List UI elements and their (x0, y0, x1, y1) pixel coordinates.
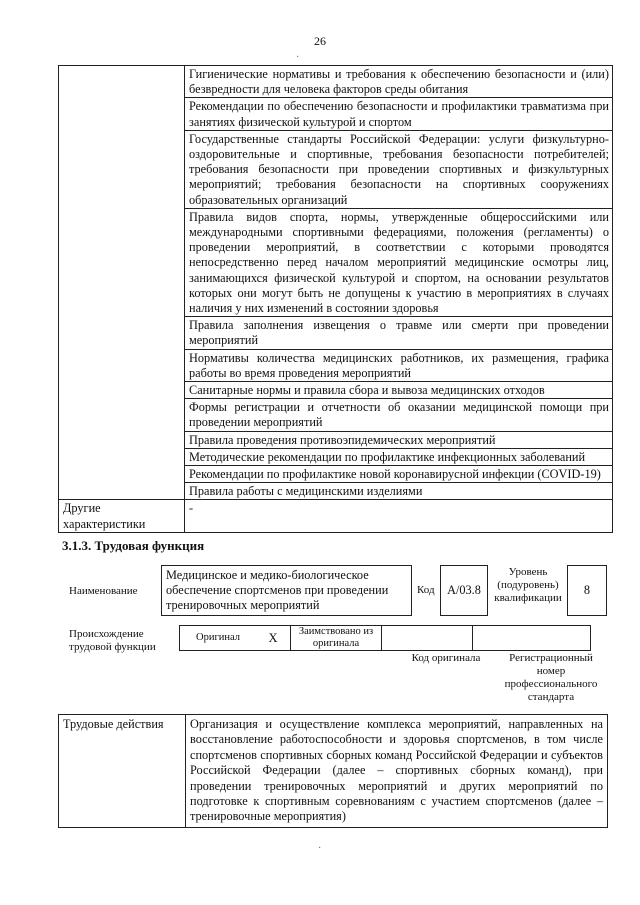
requirements-table (58, 65, 613, 533)
level-label: Уровень (подуровень) квалификации (494, 566, 562, 604)
section-title: 3.1.3. Трудовая функция (62, 538, 205, 553)
requirement-item: Рекомендации по обеспечению безопасности и профилактики травматизма при занятиях физической культурой и спортом (185, 98, 613, 130)
original-label: Оригинал (180, 626, 257, 651)
requirement-item: Рекомендации по профилактике новой коронавирусной инфекции (COVID-19) (185, 466, 613, 483)
table-row (180, 626, 591, 651)
requirement-item: Правила видов спорта, нормы, утвержденные общероссийскими или международными спортивными федерациями, положения (регламенты) о проведении мероприятий, в соответствии с которыми проводятся непосредственно перед началом мероприятий медицинские осмотры лиц, занимающихся физической культурой и спортом, на основании результатов которых они могут быть не допущены к участию в мероприятиях в случаях наличия у них изменений в состоянии здоровья (185, 208, 613, 316)
function-name-value: Медицинское и медико-биологическое обеспечение спортсменов при проведении тренировочных мероприятий (161, 565, 412, 616)
other-characteristics-label: Другие характеристики (59, 500, 185, 532)
page-number: 26 (314, 34, 326, 48)
requirement-item: Санитарные нормы и правила сбора и вывоза медицинских отходов (185, 382, 613, 399)
requirement-item: Правила работы с медицинскими изделиями (185, 483, 613, 500)
reg-number-cell (473, 626, 591, 651)
code-original-cell (382, 626, 473, 651)
requirement-item: Нормативы количества медицинских работников, их размещения, графика работы во время проведения мероприятий (185, 349, 613, 381)
labor-actions-label: Трудовые действия (59, 715, 186, 828)
name-label: Наименование (69, 585, 138, 597)
original-mark: Х (256, 626, 291, 651)
borrowed-label: Заимствовано из оригинала (291, 626, 382, 651)
function-code-value: А/03.8 (440, 565, 488, 616)
code-label: Код (417, 584, 435, 596)
level-value: 8 (567, 565, 607, 616)
code-original-label: Код оригинала (411, 652, 481, 664)
other-characteristics-value: - (185, 500, 613, 532)
requirements-label-cell (59, 66, 185, 500)
table-row (59, 500, 613, 532)
labor-actions-table (58, 714, 608, 828)
requirement-item: Государственные стандарты Российской Федерации: услуги физкультурно-оздоровительные и спортивные, требования безопасности потребителей; требования безопасности при проведении спортивных и физкультурных мероприятий; требования безопасности на спортивных сооружениях образовательных организаций (185, 130, 613, 208)
requirement-item: Гигиенические нормативы и требования к обеспечению безопасности и (или) безвредности для человека факторов среды обитания (185, 66, 613, 98)
reg-number-label: Регистрационный номер профессионального стандарта (504, 652, 598, 703)
table-row (59, 715, 608, 828)
origin-label: Происхождение трудовой функции (69, 628, 156, 653)
requirement-item: Формы регистрации и отчетности об оказании медицинской помощи при проведении мероприятий (185, 399, 613, 431)
labor-actions-text: Организация и осуществление комплекса мероприятий, направленных на восстановление работоспособности и здоровья спортсменов, в том числе спортсменов спортивных сборных команд Российской Федерации и субъектов Российской Федерации (далее – спортивных сборных команд), при проведении тренировочных мероприятий и других мероприятий по подготовке к спортивным соревнованиям с участием спортсменов (далее – тренировочные мероприятия) (186, 715, 608, 828)
requirement-item: Правила заполнения извещения о травме или смерти при проведении мероприятий (185, 317, 613, 349)
scan-speck: · (296, 52, 300, 63)
origin-table (179, 625, 591, 651)
requirement-item: Правила проведения противоэпидемических мероприятий (185, 431, 613, 448)
table-row (59, 66, 613, 98)
requirement-item: Методические рекомендации по профилактике инфекционных заболеваний (185, 448, 613, 465)
scan-speck: · (318, 843, 322, 854)
